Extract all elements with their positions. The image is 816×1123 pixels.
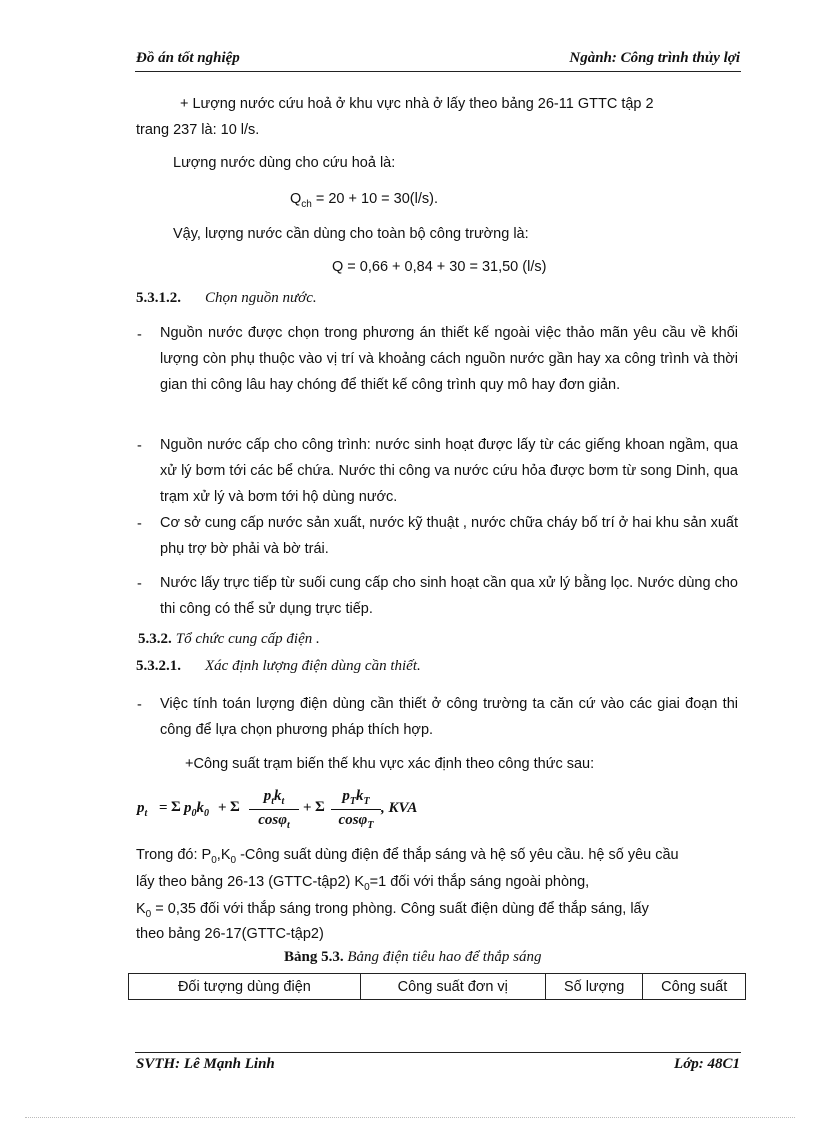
para5-line2: lấy theo bảng 26-13 (GTTC-tập2) $K_0=1$ đối với thắp sáng ngoài phòng,	[136, 874, 590, 893]
header-rule	[135, 71, 741, 72]
table-header-cell: Số lượng	[545, 974, 643, 1000]
power-formula: $p_t$ = Σ $p_0k_0$ + Σ $p_tk_t$ cosφ$_t$ + Σ $p_Tk_T$ cosφ$_T$ , KVA	[137, 788, 418, 831]
table-caption: Bảng 5.3. Bảng điện tiêu hao để thắp sáng	[284, 949, 542, 965]
equation-q: Q = 0,66 + 0,84 + 30 = 31,50 (l/s)	[332, 259, 547, 275]
fraction-bar	[249, 809, 299, 810]
bullet-dash: -	[137, 697, 142, 713]
footer-rule	[135, 1052, 741, 1053]
para1-line1: + Lượng nước cứu hoả ở khu vực nhà ở lấy theo bảng 26-11 GTTC tập 2	[180, 96, 654, 112]
bullet-water-supply: Nguồn nước cấp cho công trình: nước sinh hoạt được lấy từ các giếng khoan ngầm, qua xử lý bơm tới các bể chứa. Nước thi công va nước cứu hỏa được bơm từ song Dinh, qua trạm xử lý và bơm tới hộ dùng nước.	[160, 437, 738, 505]
bullet-dash: -	[137, 327, 142, 343]
formula-fraction-1-denominator: cosφ$_t$	[258, 812, 290, 831]
formula-lhs: $p_t$	[137, 800, 148, 819]
bullet-water-source-selection: Nguồn nước được chọn trong phương án thiết kế ngoài việc thảo mãn yêu cầu về khối lượng còn phụ thuộc vào vị trí và khoảng cách nguồn nước gần hay xa công trình và thời gian thi công lâu hay chóng để thiết kế công trình quy mô hay đơn giản.	[160, 325, 738, 393]
section-heading-5-3-1-2: 5.3.1.2. Chọn nguồn nước.	[136, 290, 317, 306]
header-left: Đồ án tốt nghiệp	[136, 50, 240, 66]
table-header-cell: Công suất	[643, 974, 746, 1000]
para2: Lượng nước dùng cho cứu hoả là:	[173, 155, 396, 171]
bullet-supply-facility: Cơ sở cung cấp nước sản xuất, nước kỹ thuật , nước chữa cháy bố trí ở hai khu sản xuất phụ trợ bờ phải và bờ trái.	[160, 515, 738, 557]
para5-line4: theo bảng 26-17(GTTC-tập2)	[136, 926, 324, 942]
table-header-cell: Đối tượng dùng điện	[129, 974, 361, 1000]
para4: +Công suất trạm biến thế khu vực xác định theo công thức sau:	[185, 756, 595, 772]
bullet-dash: -	[137, 438, 142, 454]
page-edge-divider	[25, 1117, 795, 1118]
header-right: Ngành: Công trình thủy lợi	[569, 50, 740, 66]
lighting-power-table	[128, 973, 746, 1000]
equation-qch: $Q_{ch} = 20 + 10 = 30(l/s)$.	[290, 191, 438, 210]
formula-fraction-2-denominator: cosφ$_T$	[338, 812, 374, 831]
section-heading-5-3-2-1: 5.3.2.1. Xác định lượng điện dùng cần thiết.	[136, 658, 421, 674]
bullet-power-calculation: Việc tính toán lượng điện dùng cần thiết ở công trường ta căn cứ vào các giai đoạn thi công để lựa chọn phương pháp thích hợp.	[160, 696, 738, 738]
table-header-row	[129, 974, 746, 1000]
para3: Vậy, lượng nước cần dùng cho toàn bộ công trường là:	[173, 226, 529, 242]
bullet-dash: -	[137, 576, 142, 592]
formula-fraction-2-numerator: $p_Tk_T$	[342, 788, 370, 807]
formula-fraction-1-numerator: $p_tk_t$	[263, 788, 285, 807]
para1-line2: trang 237 là: 10 l/s.	[136, 122, 260, 138]
fraction-bar	[331, 809, 381, 810]
para5-line1: Trong đó: $P_0,K_0$ -Công suất dùng điện để thắp sáng và hệ số yêu cầu. hệ số yêu cầu	[136, 847, 679, 866]
para5-line3: $K_0 = 0,35$ đối với thắp sáng trong phòng. Công suất điện dùng để thắp sáng, lấy	[136, 901, 649, 920]
footer-right: Lớp: 48C1	[674, 1056, 740, 1072]
bullet-stream-water: Nước lấy trực tiếp từ suối cung cấp cho sinh hoạt cần qua xử lý bằng lọc. Nước dùng cho thi công có thể sử dụng trực tiếp.	[160, 575, 738, 617]
table-header-cell: Công suất đơn vị	[360, 974, 545, 1000]
footer-left: SVTH: Lê Mạnh Linh	[136, 1056, 275, 1072]
bullet-dash: -	[137, 516, 142, 532]
section-heading-5-3-2: 5.3.2. Tổ chức cung cấp điện .	[138, 631, 320, 647]
